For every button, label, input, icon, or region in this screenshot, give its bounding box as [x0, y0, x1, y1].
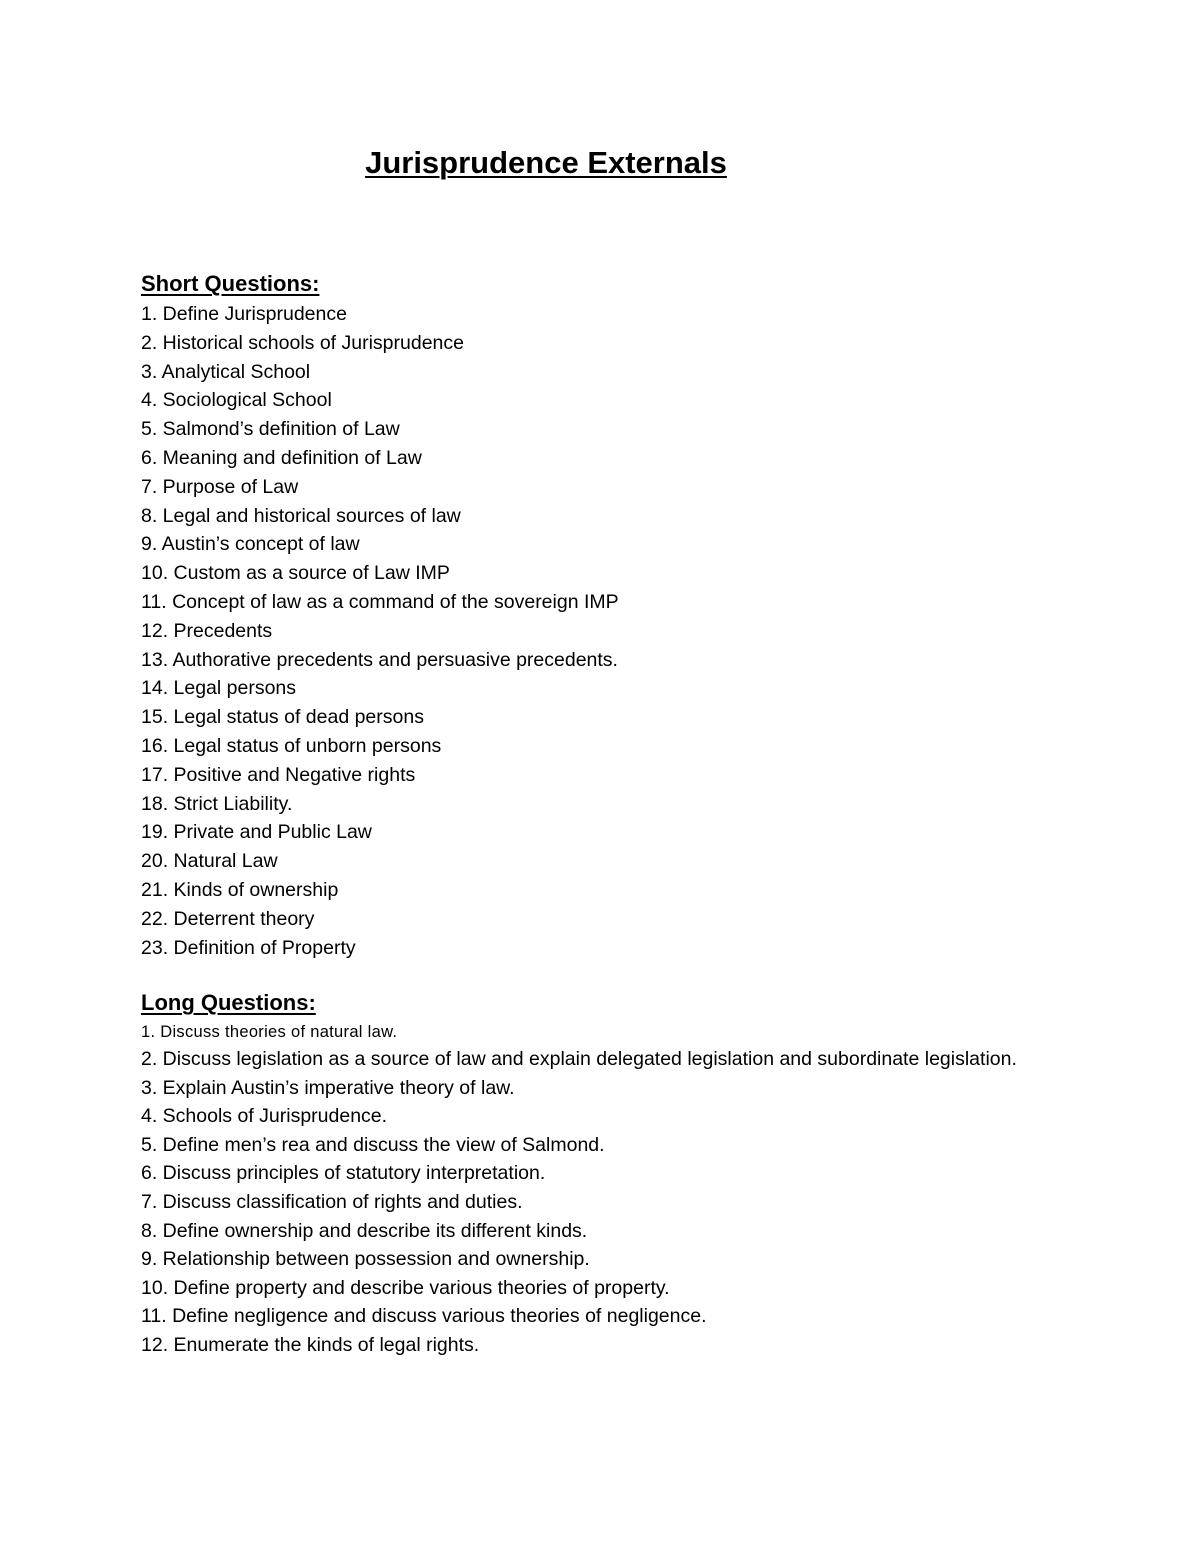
short-question-item: 23. Definition of Property	[141, 936, 356, 959]
long-question-item: 2. Discuss legislation as a source of law and explain delegated legislation and subordinate legislation.	[141, 1048, 1017, 1070]
document-title: Jurisprudence Externals	[365, 145, 727, 180]
short-question-item: 5. Salmond’s definition of Law	[141, 418, 400, 441]
long-questions-section	[141, 987, 1041, 1360]
long-question-item: 7. Discuss classification of rights and duties.	[141, 1190, 523, 1213]
short-question-item: 11. Concept of law as a command of the sovereign IMP	[141, 590, 619, 613]
long-question-item: 9. Relationship between possession and ownership.	[141, 1248, 590, 1271]
short-question-item: 22. Deterrent theory	[141, 907, 315, 930]
long-questions-list	[141, 1019, 1041, 1360]
long-question-item: 8. Define ownership and describe its different kinds.	[141, 1219, 588, 1242]
short-question-item: 3. Analytical School	[141, 360, 311, 383]
short-question-item: 8. Legal and historical sources of law	[141, 504, 461, 527]
long-question-item: 3. Explain Austin’s imperative theory of law.	[141, 1076, 515, 1099]
short-questions-heading: Short Questions:	[141, 271, 320, 296]
long-question-item: 1. Discuss theories of natural law.	[141, 1023, 398, 1041]
short-question-item: 6. Meaning and definition of Law	[141, 446, 422, 469]
short-question-item: 15. Legal status of dead persons	[141, 706, 424, 729]
short-question-item: 17. Positive and Negative rights	[141, 763, 416, 786]
short-question-item: 13. Authorative precedents and persuasive precedents.	[141, 648, 618, 671]
short-question-item: 1. Define Jurisprudence	[141, 303, 347, 325]
short-question-item: 12. Precedents	[141, 619, 273, 642]
long-question-item: 4. Schools of Jurisprudence.	[141, 1105, 388, 1128]
short-question-item: 7. Purpose of Law	[141, 475, 299, 498]
short-question-item: 16. Legal status of unborn persons	[141, 734, 442, 757]
short-question-item: 19. Private and Public Law	[141, 821, 372, 844]
short-questions-list	[141, 300, 1041, 962]
short-question-item: 4. Sociological School	[141, 389, 332, 412]
long-question-item: 6. Discuss principles of statutory interpretation.	[141, 1162, 546, 1185]
short-question-item: 9. Austin’s concept of law	[141, 533, 360, 556]
long-question-item: 11. Define negligence and discuss various theories of negligence.	[141, 1305, 707, 1328]
long-question-item: 5. Define men’s rea and discuss the view of Salmond.	[141, 1133, 605, 1156]
short-question-item: 18. Strict Liability.	[141, 792, 293, 815]
short-question-item: 2. Historical schools of Jurisprudence	[141, 331, 464, 354]
long-question-item: 12. Enumerate the kinds of legal rights.	[141, 1333, 480, 1356]
short-question-item: 10. Custom as a source of Law IMP	[141, 562, 450, 585]
short-question-item: 21. Kinds of ownership	[141, 878, 339, 901]
short-questions-section	[141, 268, 1041, 962]
long-questions-heading: Long Questions:	[141, 990, 316, 1015]
long-question-item: 10. Define property and describe various theories of property.	[141, 1276, 670, 1299]
short-question-item: 14. Legal persons	[141, 677, 297, 700]
short-question-item: 20. Natural Law	[141, 850, 278, 873]
